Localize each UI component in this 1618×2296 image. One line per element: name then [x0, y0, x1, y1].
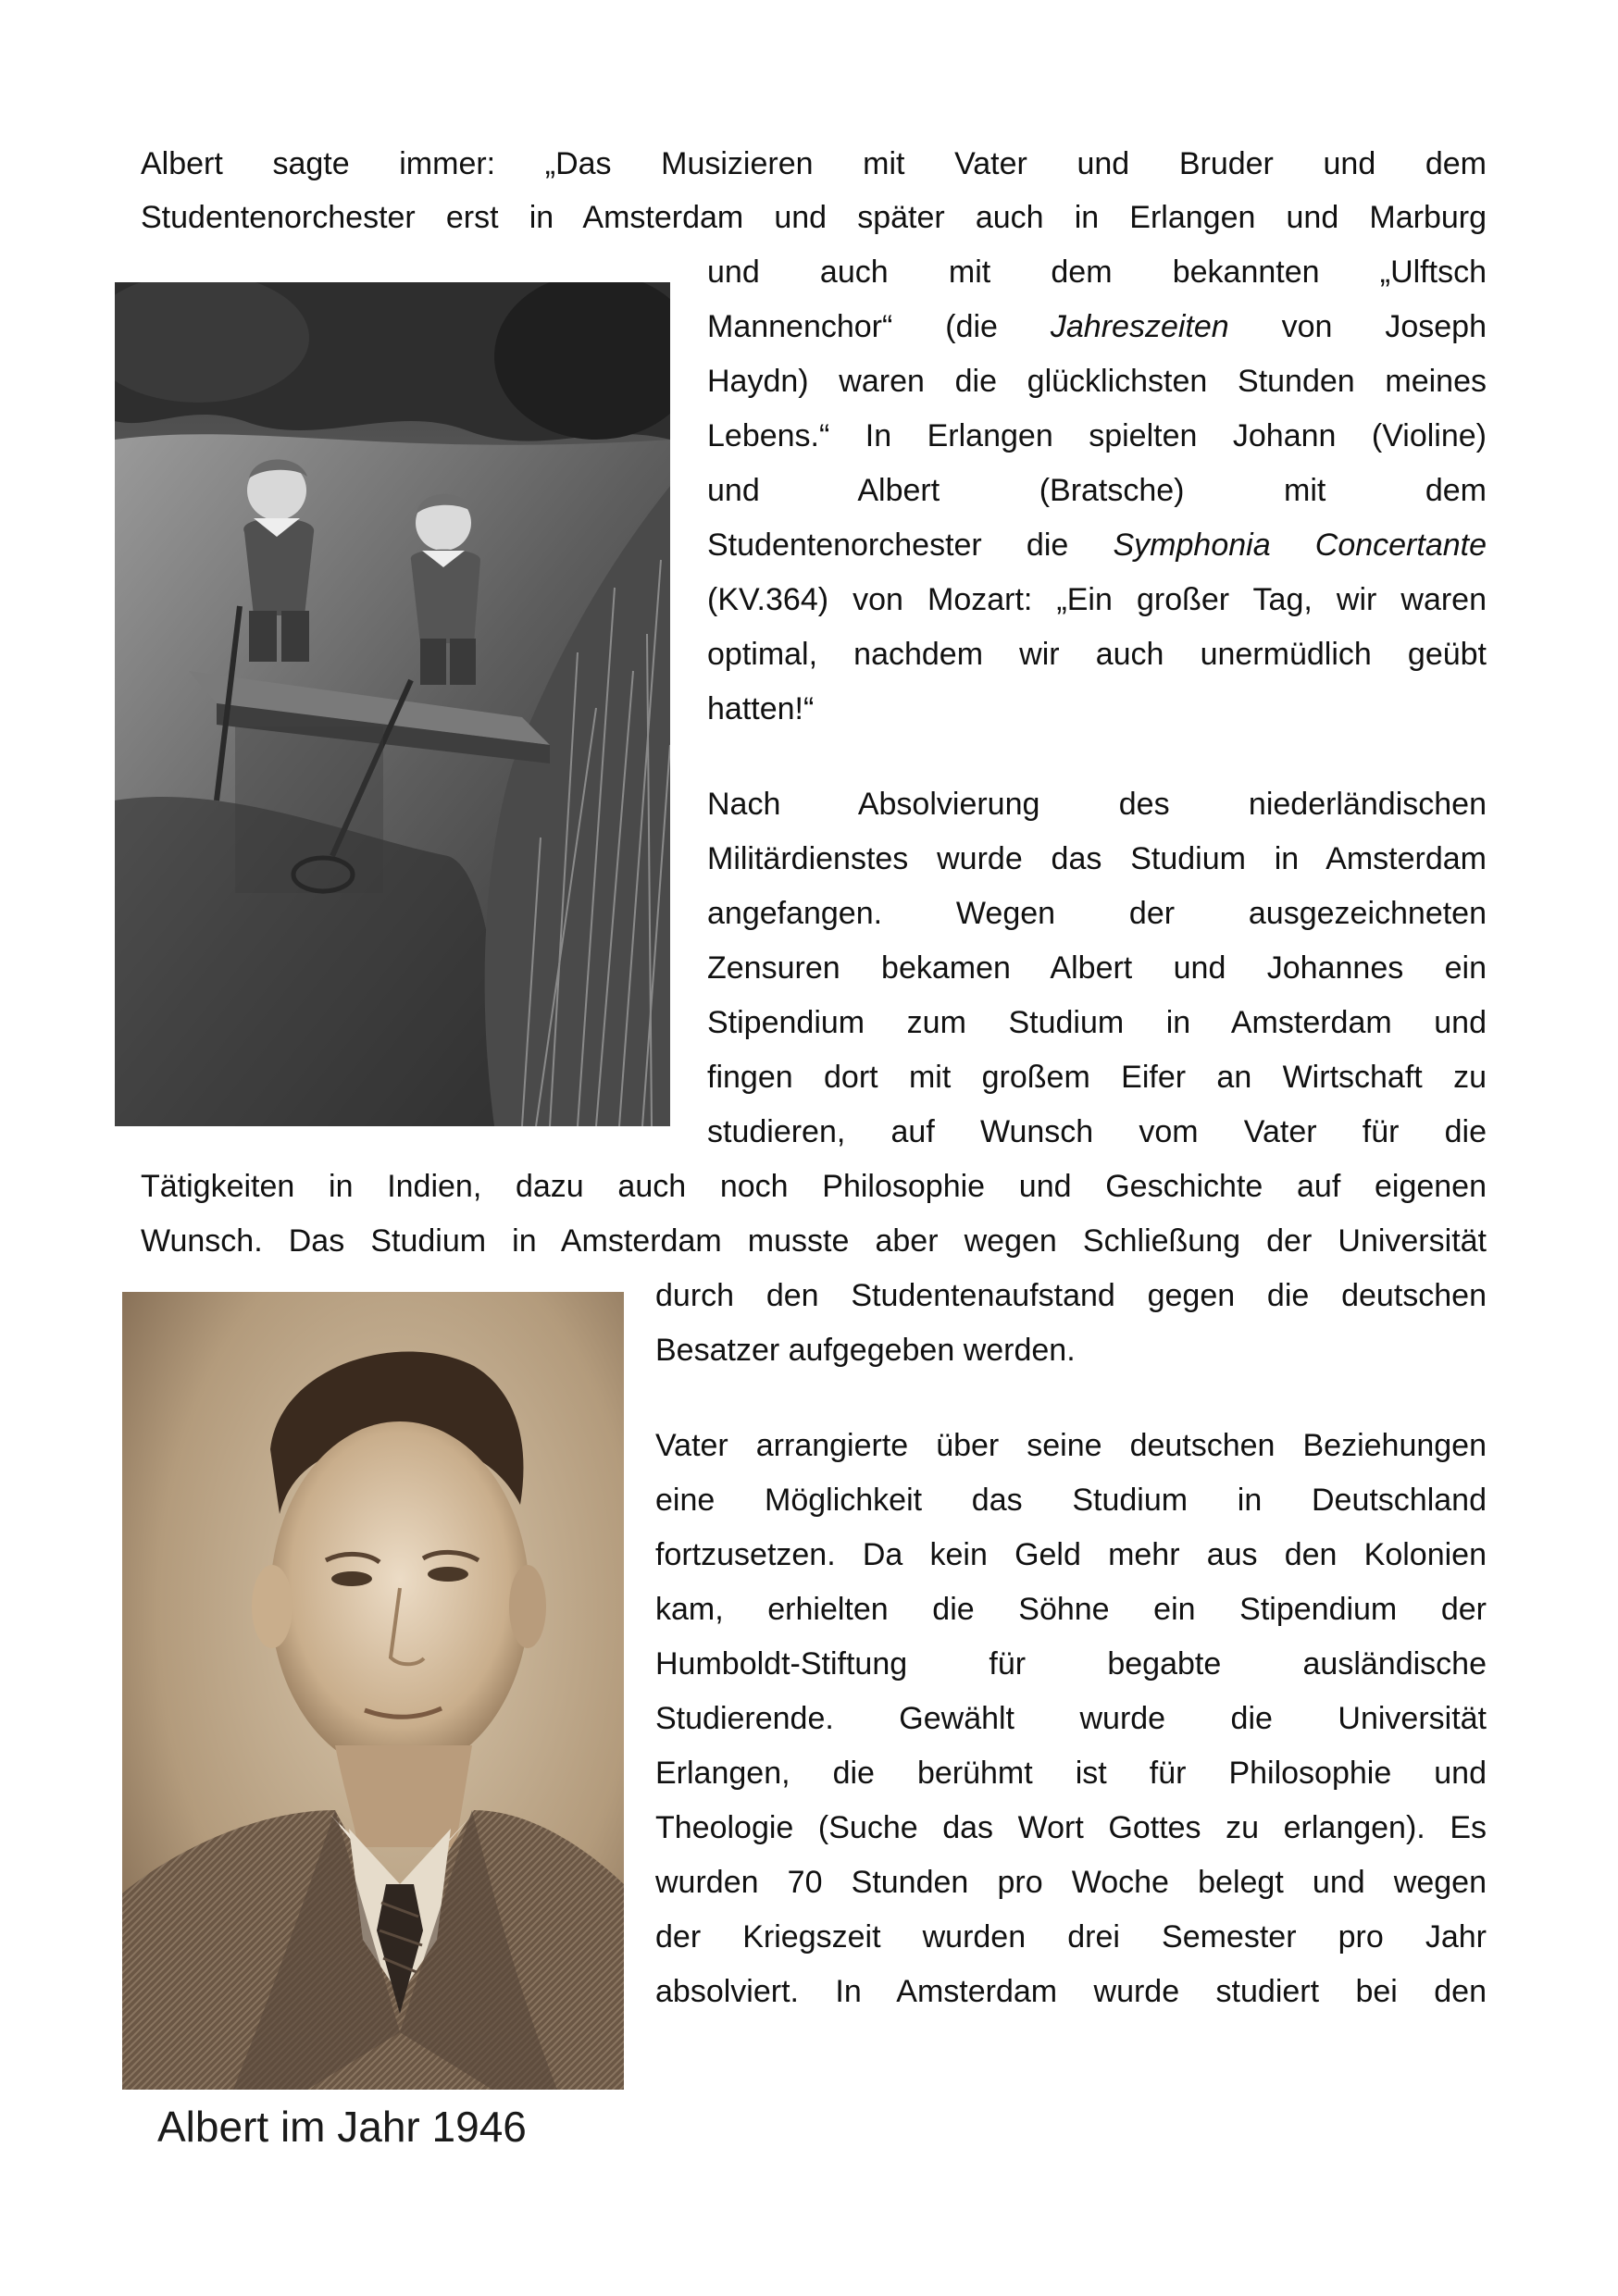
text-line: der Kriegszeit wurden drei Semester pro Jahr	[655, 1919, 1487, 1955]
photo-boys-at-pond	[115, 282, 670, 1126]
text-line: absolviert. In Amsterdam wurde studiert bei den	[655, 1974, 1487, 2009]
text-line: hatten!“	[707, 691, 815, 726]
text-line: Haydn) waren die glücklichsten Stunden meines	[707, 364, 1487, 399]
text-line: Wunsch. Das Studium in Amsterdam musste aber wegen Schließung der Universität	[141, 1223, 1487, 1259]
photo-portrait-albert-image	[122, 1292, 624, 2090]
text-line: optimal, nachdem wir auch unermüdlich geübt	[707, 637, 1487, 672]
text-segment: Studentenorchester die	[707, 527, 1069, 563]
italic-title-symphonia: Symphonia Concertante	[1113, 527, 1487, 563]
text-line: Theologie (Suche das Wort Gottes zu erlangen). Es	[655, 1810, 1487, 1845]
text-line: Studentenorchester erst in Amsterdam und später auch in Erlangen und Marburg	[141, 200, 1487, 235]
text-line: Studierende. Gewählt wurde die Universität	[655, 1701, 1487, 1736]
italic-title-jahreszeiten: Jahreszeiten	[1050, 309, 1229, 344]
text-line: (KV.364) von Mozart: „Ein großer Tag, wir waren	[707, 582, 1487, 617]
text-segment: von Joseph	[1281, 309, 1487, 344]
text-line: Erlangen, die berühmt ist für Philosophie und	[655, 1756, 1487, 1791]
text-line: Zensuren bekamen Albert und Johannes ein	[707, 950, 1487, 986]
photo-boys-at-pond-image	[115, 282, 670, 1126]
text-line: fortzusetzen. Da kein Geld mehr aus den Kolonien	[655, 1537, 1487, 1572]
text-line: Tätigkeiten in Indien, dazu auch noch Philosophie und Geschichte auf eigenen	[141, 1169, 1487, 1204]
text-line-mixed	[707, 518, 1487, 572]
photo-portrait-albert	[122, 1292, 624, 2090]
text-line: angefangen. Wegen der ausgezeichneten	[707, 896, 1487, 931]
text-line: durch den Studentenaufstand gegen die deutschen	[655, 1278, 1487, 1313]
photo-caption: Albert im Jahr 1946	[157, 2103, 527, 2151]
text-line: wurden 70 Stunden pro Woche belegt und wegen	[655, 1865, 1487, 1900]
text-line: Nach Absolvierung des niederländischen	[707, 787, 1487, 822]
text-line: Stipendium zum Studium in Amsterdam und	[707, 1005, 1487, 1040]
text-line: Vater arrangierte über seine deutschen Beziehungen	[655, 1428, 1487, 1463]
text-line: Militärdienstes wurde das Studium in Amsterdam	[707, 841, 1487, 876]
text-line: fingen dort mit großem Eifer an Wirtschaft zu	[707, 1060, 1487, 1095]
text-line: und Albert (Bratsche) mit dem	[707, 473, 1487, 508]
text-line: Lebens.“ In Erlangen spielten Johann (Violine)	[707, 418, 1487, 453]
text-line: Albert sagte immer: „Das Musizieren mit Vater und Bruder und dem	[141, 146, 1487, 181]
text-line: Besatzer aufgegeben werden.	[655, 1333, 1076, 1368]
text-line: eine Möglichkeit das Studium in Deutschland	[655, 1483, 1487, 1518]
text-line: und auch mit dem bekannten „Ulftsch	[707, 254, 1487, 290]
text-line: studieren, auf Wunsch vom Vater für die	[707, 1114, 1487, 1149]
text-line-mixed	[707, 300, 1487, 354]
text-line: Humboldt-Stiftung für begabte ausländische	[655, 1646, 1487, 1682]
text-line: kam, erhielten die Söhne ein Stipendium der	[655, 1592, 1487, 1627]
text-segment: Mannenchor“ (die	[707, 309, 998, 344]
